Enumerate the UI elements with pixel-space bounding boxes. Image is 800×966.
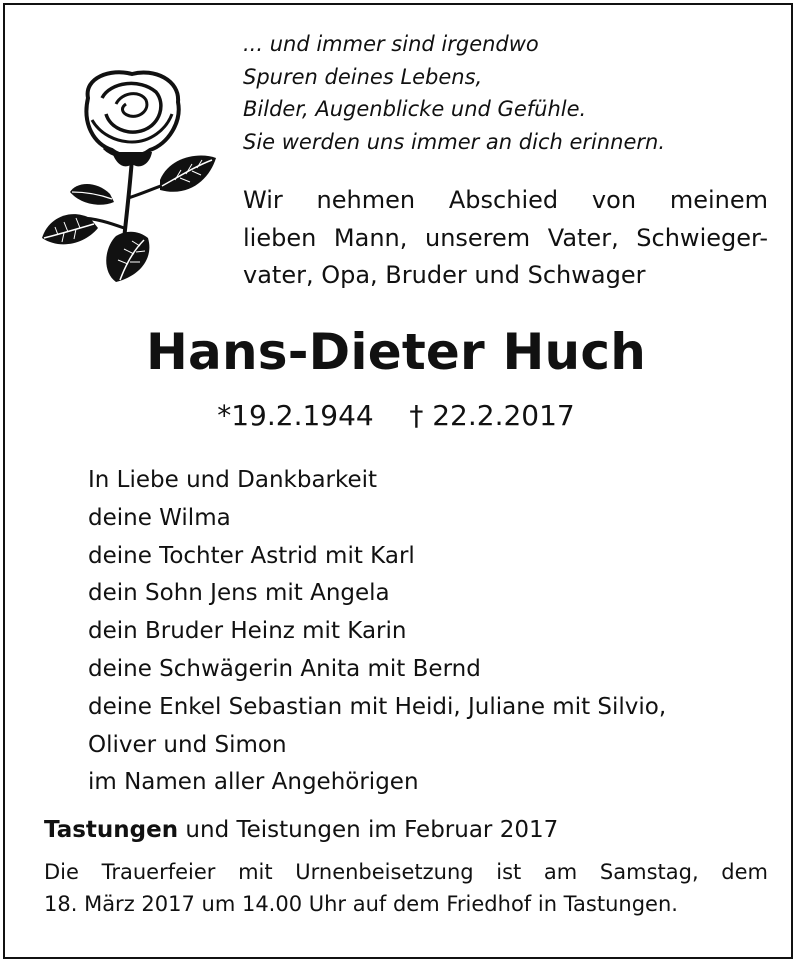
life-dates: *19.2.1944 † 22.2.2017 [217,399,575,432]
poem-line: Bilder, Augenblicke und Gefühle. [243,97,587,121]
poem-line: Spuren deines Lebens, [243,64,483,89]
mourner-line: dein Sohn Jens mit Angela [88,580,390,607]
mourner-line: im Namen aller Angehörigen [88,769,419,796]
service-line: Die Trauerfeier mit Urnenbeisetzung ist am Samstag, dem [44,860,768,884]
intro-line: Wir nehmen Abschied von meinem [243,186,768,214]
mourner-line: deine Schwägerin Anita mit Bernd [88,655,481,682]
poem-line: Sie werden uns immer an dich erinnern. [243,129,666,154]
farewell-intro [243,182,768,295]
intro-line: vater, Opa, Bruder und Schwager [243,261,646,289]
mourners-list [88,462,748,802]
mourner-line: In Liebe und Dankbarkeit [88,467,378,493]
mourner-line: deine Wilma [88,504,231,531]
poem [243,28,763,158]
deceased-name: Hans-Dieter Huch [145,323,646,381]
mourner-line: deine Enkel Sebastian mit Heidi, Juliane mit Silvio, [88,693,667,720]
funeral-service-info [44,856,768,920]
mourner-line: dein Bruder Heinz mit Karin [88,618,407,645]
rose-icon [40,68,220,282]
place-town: Tastungen [44,817,179,843]
place-rest: und Teistungen im Februar 2017 [178,817,559,843]
place-date-line [44,812,764,848]
intro-line: lieben Mann, unserem Vater, Schwieger- [243,223,768,252]
mourner-line: Oliver und Simon [88,731,287,758]
service-line: 18. März 2017 um 14.00 Uhr auf dem Friedhof in Tastungen. [44,892,678,916]
poem-line: ... und immer sind irgendwo [243,32,539,56]
mourner-line: deine Tochter Astrid mit Karl [88,542,415,569]
